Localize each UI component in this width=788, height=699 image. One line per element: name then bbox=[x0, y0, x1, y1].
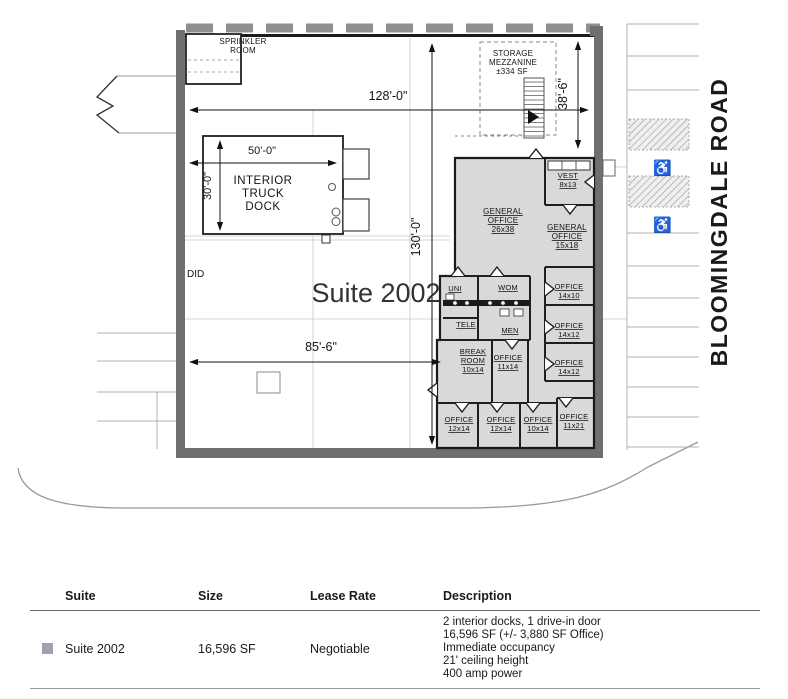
header-suite: Suite bbox=[65, 589, 96, 603]
column-marker bbox=[257, 372, 280, 393]
tele-label: TELE bbox=[456, 320, 476, 329]
vest-label: 8x13 bbox=[559, 180, 577, 189]
break-room-label: 10x14 bbox=[462, 365, 484, 374]
cell-lease-rate: Negotiable bbox=[310, 641, 370, 656]
office-14x12-a-label: OFFICE bbox=[554, 321, 584, 330]
office-12x14-a-label: 12x14 bbox=[448, 424, 470, 433]
cell-size: 16,596 SF bbox=[198, 641, 256, 656]
right-parking bbox=[603, 24, 699, 450]
office-10x14-label: 10x14 bbox=[527, 424, 549, 433]
office-14x12-b-label: OFFICE bbox=[554, 358, 584, 367]
cell-description bbox=[443, 616, 760, 681]
sprinkler-room-label: SPRINKLER bbox=[219, 37, 267, 46]
entry-stoop bbox=[603, 160, 615, 176]
office-14x12-a-label: 14x12 bbox=[558, 330, 580, 339]
office-14x12-b-label: 14x12 bbox=[558, 367, 580, 376]
general-office-1-label: 26x38 bbox=[491, 225, 515, 234]
description-line: Immediate occupancy bbox=[443, 642, 555, 654]
truck-dock-label: DOCK bbox=[245, 201, 281, 213]
office-12x14-a-label: OFFICE bbox=[444, 415, 474, 424]
header-size: Size bbox=[198, 589, 224, 603]
street-label: BLOOMINGDALE ROAD bbox=[706, 77, 732, 367]
dim-dock-width: 50'-0" bbox=[247, 145, 277, 157]
sprinkler-room-label: ROOM bbox=[230, 46, 256, 55]
general-office-2-label: GENERAL bbox=[547, 223, 587, 232]
suite-title: Suite 2002 bbox=[311, 278, 441, 308]
header-spacer bbox=[30, 589, 65, 603]
handicap-hatch-zone bbox=[629, 119, 689, 150]
uni-label: UNI bbox=[448, 284, 462, 293]
suite-marker-icon bbox=[42, 643, 53, 654]
dim-office-width: 85'-6" bbox=[305, 340, 337, 354]
truck-dock-label: TRUCK bbox=[241, 188, 285, 200]
mezzanine-label: STORAGE bbox=[492, 49, 534, 58]
table-row bbox=[30, 611, 760, 689]
office-10x14-label: OFFICE bbox=[523, 415, 553, 424]
office-12x14-b-label: OFFICE bbox=[486, 415, 516, 424]
break-room-label: ROOM bbox=[460, 356, 486, 365]
office-14x10-label: OFFICE bbox=[554, 282, 584, 291]
mezzanine-label: MEZZANINE bbox=[488, 58, 538, 67]
mezzanine-label: ±334 SF bbox=[496, 67, 528, 76]
office-11x14-label: 11x14 bbox=[497, 362, 519, 371]
general-office-2-label: 15x18 bbox=[555, 241, 579, 250]
description-line: 2 interior docks, 1 drive-in door bbox=[443, 616, 601, 628]
description-line: 400 amp power bbox=[443, 668, 523, 680]
dim-dock-depth: 30'-0" bbox=[202, 171, 214, 201]
drive-in-door-label: DID bbox=[187, 269, 205, 280]
dim-mezz-depth: 38'-6" bbox=[556, 78, 570, 110]
dim-building-depth: 130'-0" bbox=[409, 217, 423, 257]
description-line: 21' ceiling height bbox=[443, 655, 529, 667]
general-office-1-label: OFFICE bbox=[487, 216, 519, 225]
availability-table bbox=[30, 584, 760, 699]
office-11x21-label: 11x21 bbox=[563, 421, 585, 430]
description-line: 16,596 SF (+/- 3,880 SF Office) bbox=[443, 629, 604, 641]
handicap-hatch-zone bbox=[629, 176, 689, 207]
office-11x14-label: OFFICE bbox=[493, 353, 523, 362]
truck-dock-label: INTERIOR bbox=[233, 175, 293, 187]
break-room-label: BREAK bbox=[459, 347, 487, 356]
stairs bbox=[524, 78, 544, 138]
office-14x10-label: 14x10 bbox=[558, 291, 580, 300]
handicap-icon: ♿ bbox=[653, 217, 672, 234]
general-office-1-label: GENERAL bbox=[483, 207, 523, 216]
cell-suite: Suite 2002 bbox=[65, 641, 125, 656]
office-12x14-b-label: 12x14 bbox=[490, 424, 512, 433]
men-label: MEN bbox=[501, 326, 519, 335]
vestibule-closet bbox=[548, 161, 590, 170]
truck-dock bbox=[203, 136, 369, 243]
wom-label: WOM bbox=[498, 283, 518, 292]
vest-label: VEST bbox=[557, 171, 579, 180]
table-header-row bbox=[30, 584, 760, 611]
header-lease-rate: Lease Rate bbox=[310, 589, 377, 603]
office-11x21-label: OFFICE bbox=[559, 412, 589, 421]
header-description: Description bbox=[443, 589, 512, 603]
general-office-2-label: OFFICE bbox=[551, 232, 583, 241]
handicap-icon: ♿ bbox=[653, 160, 672, 177]
dim-building-width: 128'-0" bbox=[368, 89, 408, 103]
